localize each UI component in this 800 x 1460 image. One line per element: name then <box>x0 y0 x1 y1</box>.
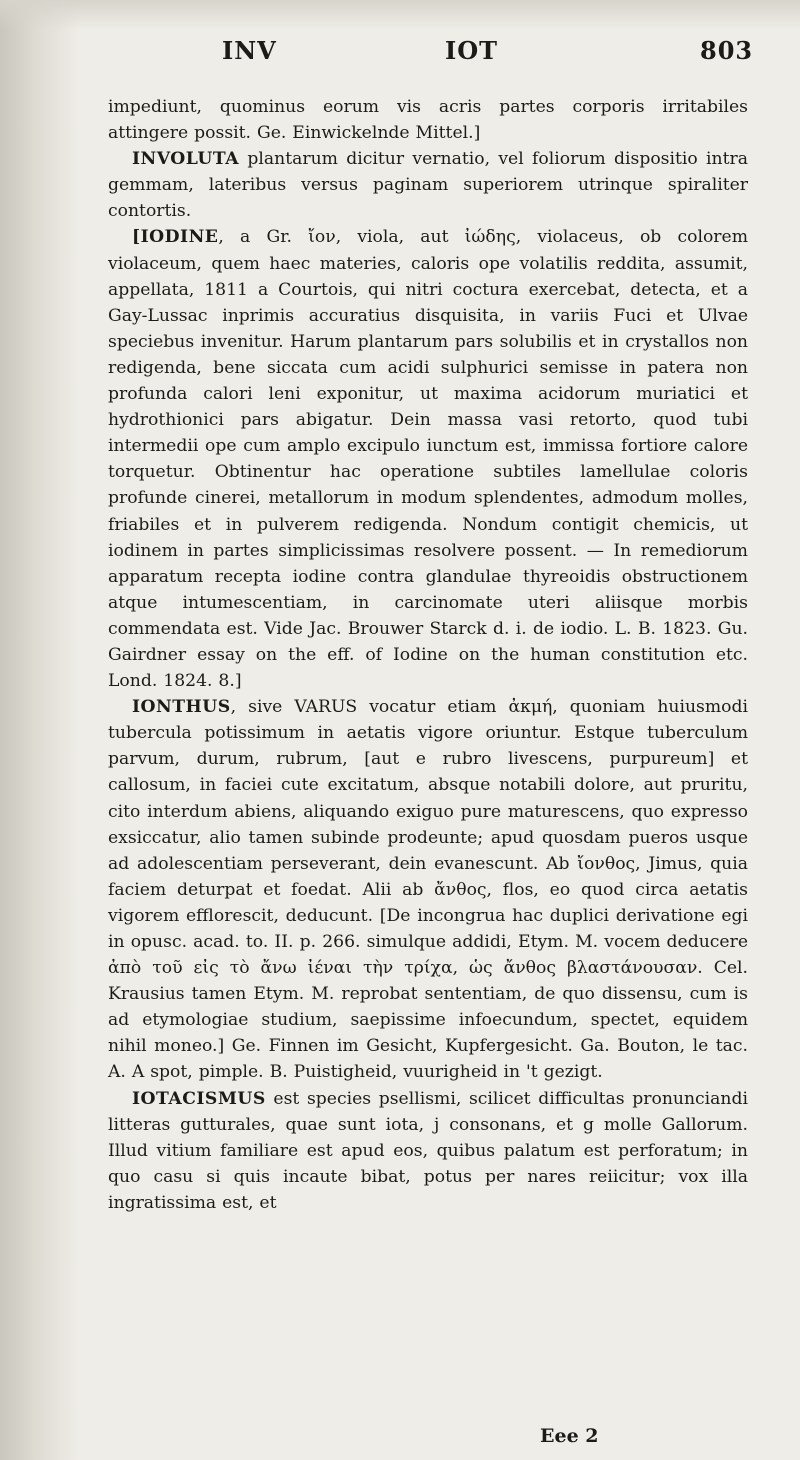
signature-mark: Eee 2 <box>540 1425 599 1447</box>
entry-headword: IOTACISMUS <box>132 1088 266 1109</box>
entry-iotacismus <box>108 1086 748 1216</box>
entry-involuta <box>108 146 748 224</box>
entry-text: , a Gr. ἴον, viola, aut ἰώδης, violaceus, ob colorem violaceum, quem haec materies, caloris ope volatilis reddita, assumit, appellata, 1811 a Courtois, qui nitri coctura exercebat, detecta, et a Gay-Lussac inprimis accuratius disquisita, in variis Fuci et Ulvae speciebus invenitur. Harum plantarum pars solubilis et in crystallos non redigenda, bene siccata cum acidi sulphurici semisse in patera non profunda calori leni exponitur, ut maxima acidorum muriatici et hydrothionici pars abigatur. Dein massa vasi retorto, quod tubi intermedii ope cum amplo excipulo iunctum est, immissa fortiore calore torquetur. Obtinentur hac operatione subtiles lamellulae coloris profunde cinerei, metallorum in modum splendentes, admodum molles, friabiles et in pulverem redigenda. Nondum contigit chemicis, ut iodinem in partes simplicissimas resolvere possent. — In remediorum apparatum recepta iodine contra glandulae thyreoidis obstructionem atque intumescentiam, in carcinomate uteri aliisque morbis commendata est. Vide Jac. Brouwer Starck d. i. de iodio. L. B. 1823. Gu. Gairdner essay on the eff. of Iodine on the human constitution etc. Lond. 1824. 8.] <box>108 227 748 692</box>
header-center-guide: IOT <box>445 36 498 65</box>
entry-headword: INVOLUTA <box>132 149 240 170</box>
entry-continuation <box>108 94 748 146</box>
entry-text: est species psellismi, scilicet difficultas pronunciandi litteras gutturales, quae sunt iota, j consonans, et g molle Gallorum. Illud vitium familiare est apud eos, quibus palatum est perforatum; in quo casu si quis incaute bibat, potus per nares reiicitur; vox illa ingratissima est, et <box>108 1088 748 1213</box>
entry-headword: [IODINE <box>132 227 219 248</box>
entry-headword: IONTHUS <box>132 697 231 718</box>
entry-iodine <box>108 224 748 694</box>
page-gutter-shadow <box>0 0 80 1460</box>
header-left-guide: INV <box>222 36 277 65</box>
entry-text: plantarum dicitur vernatio, vel foliorum dispositio intra gemmam, lateribus versus paginam superiorem utrinque spiraliter contortis. <box>108 149 748 222</box>
dictionary-column <box>108 94 748 1216</box>
entry-text: impediunt, quominus eorum vis acris partes corporis irritabiles attingere possit. Ge. Einwickelnde Mittel.] <box>108 97 748 144</box>
page-top-shadow <box>0 0 800 30</box>
running-header <box>0 36 800 76</box>
entry-text: , sive VARUS vocatur etiam ἀκμή, quoniam huiusmodi tubercula potissimum in aetatis vigore oriuntur. Estque tuberculum parvum, durum, rubrum, [aut e rubro livescens, purpureum] et callosum, in faciei cute excitatum, absque notabili dolore, aut pruritu, cito interdum abiens, aliquando exiguo pure maturescens, quo expresso exsiccatur, alio tamen subinde prodeunte; apud quosdam pueros usque ad adolescentiam perseverant, dein evanescunt. Ab ἴονθος, Jimus, quia faciem deturpat et foedat. Alii ab ἄνθος, flos, eo quod circa aetatis vigorem efflorescit, deducunt. [De incongrua hac duplici derivatione egi in opusc. acad. to. II. p. 266. simulque addidi, Etym. M. vocem deducere ἀπὸ τοῦ εἰς τὸ ἄνω ἰέναι τὴν τρίχα, ὡς ἄνθος βλαστάνουσαν. Cel. Krausius tamen Etym. M. reprobat sententiam, de quo dissensu, cum is ad etymologiae studium, saepissime infoecundum, spectet, equidem nihil moneo.] Ge. Finnen im Gesicht, Kupfergesicht. Ga. Bouton, le tac. A. A spot, pimple. B. Puistigheid, vuurigheid in 't gezigt. <box>108 697 748 1083</box>
entry-ionthus <box>108 694 748 1085</box>
page-number: 803 <box>700 36 754 65</box>
